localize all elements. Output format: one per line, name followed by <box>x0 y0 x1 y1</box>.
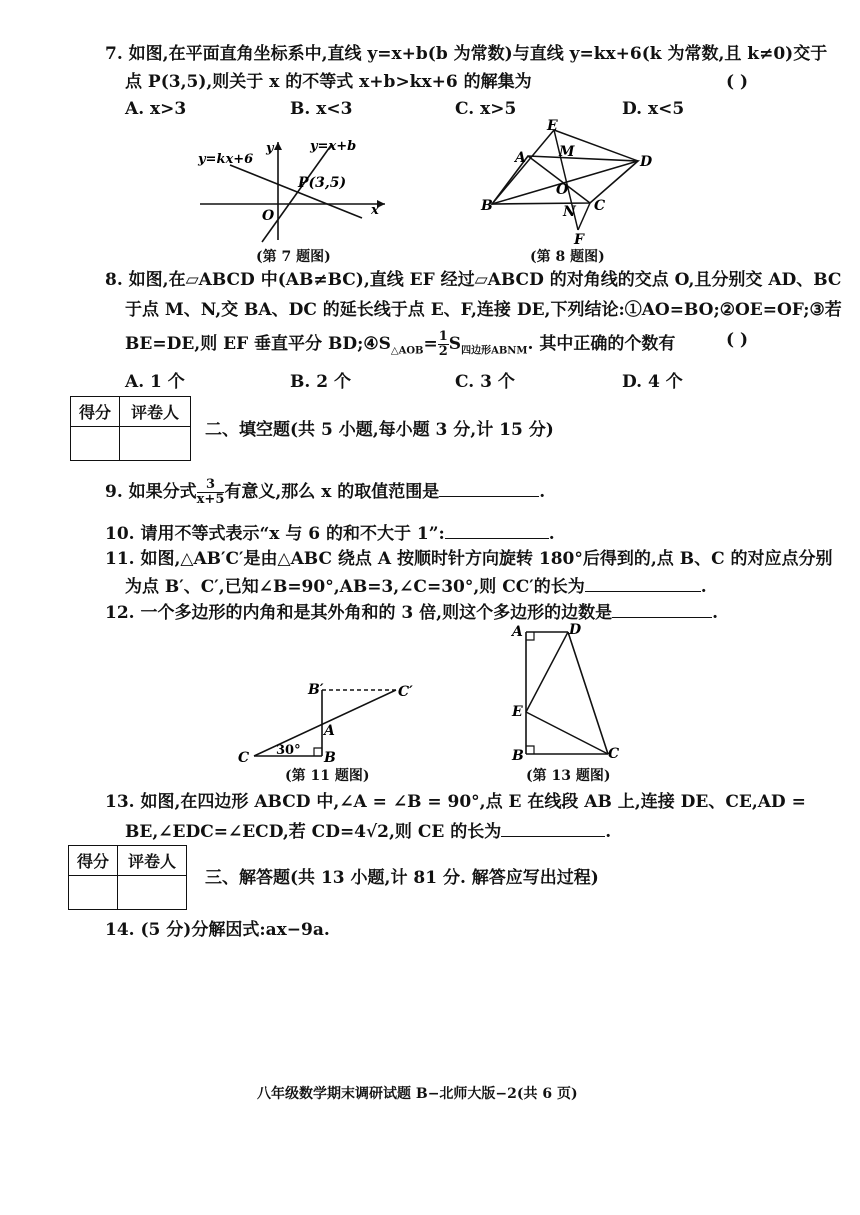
figure-7 <box>190 130 400 250</box>
q11-answer-blank[interactable] <box>585 575 701 592</box>
fig7-y-label: y <box>266 141 274 156</box>
fig11-point-b: B <box>324 750 336 766</box>
section2-grader-cell[interactable] <box>120 427 191 461</box>
q8-option-c: C. 3 个 <box>455 372 515 392</box>
q13-line1: 13. 如图,在四边形 ABCD 中,∠A = ∠B = 90°,点 E 在线段 AB 上,连接 DE、CE,AD = <box>105 792 806 812</box>
fig13-side-dc <box>568 632 608 754</box>
q7-option-d: D. x<5 <box>622 99 685 119</box>
q11-line2: 为点 B′、C′,已知∠B=90°,AB=3,∠C=30°,则 CC′的长为 . <box>125 577 707 597</box>
q8-option-a: A. 1 个 <box>125 372 185 392</box>
fig8-point-e: E <box>547 118 558 134</box>
figure-13-caption: (第 13 题图) <box>526 768 611 784</box>
page-footer: 八年级数学期末调研试题 B−北师大版−2(共 6 页) <box>257 1086 578 1102</box>
fig13-point-d: D <box>569 622 582 638</box>
q13-answer-blank[interactable] <box>501 820 605 837</box>
fig13-point-c: C <box>608 746 620 762</box>
section2-score-label: 得分 <box>71 397 120 427</box>
fig7-origin: O <box>262 208 275 224</box>
fig13-point-e: E <box>512 704 523 720</box>
fig7-label-xb: y=x+b <box>310 139 357 154</box>
fig13-right-angle-a <box>526 632 534 640</box>
q7-option-a: A. x>3 <box>125 99 187 119</box>
fig11-point-bp: B′ <box>308 682 324 698</box>
section3-title: 三、解答题(共 13 小题,计 81 分. 解答应写出过程) <box>205 868 599 888</box>
q12-answer-blank[interactable] <box>612 601 712 618</box>
q8-option-d: D. 4 个 <box>622 372 683 392</box>
fig13-right-angle-b <box>526 746 534 754</box>
figure-7-caption: (第 7 题图) <box>256 249 331 265</box>
fig13-point-b: B <box>512 748 524 764</box>
section2-score-box <box>70 396 191 461</box>
fig8-line-be <box>492 130 554 204</box>
q7-option-c: C. x>5 <box>455 99 517 119</box>
fig8-point-o: O <box>556 182 569 198</box>
section2-score-cell[interactable] <box>71 427 120 461</box>
q8-option-b: B. 2 个 <box>290 372 351 392</box>
fig8-line-cf <box>578 203 590 230</box>
fig7-y-arrow <box>274 142 282 150</box>
fig13-line-ed <box>526 632 568 712</box>
q7-line2: 点 P(3,5),则关于 x 的不等式 x+b>kx+6 的解集为 <box>125 72 532 92</box>
q12-line: 12. 一个多边形的内角和是其外角和的 3 倍,则这个多边形的边数是 . <box>105 603 718 623</box>
fig7-label-kx6: y=kx+6 <box>198 152 254 167</box>
q11-line1: 11. 如图,△AB′C′是由△ABC 绕点 A 按顺时针方向旋转 180°后得到的,点 B、C 的对应点分别 <box>105 549 833 569</box>
fig8-point-m: M <box>559 144 575 160</box>
fig11-point-a: A <box>324 723 335 739</box>
figure-8 <box>478 118 658 248</box>
fig7-x-label: x <box>371 203 379 218</box>
q13-line2: BE,∠EDC=∠ECD,若 CD=4√2,则 CE 的长为 . <box>125 822 612 842</box>
q8-line1: 8. 如图,在▱ABCD 中(AB≠BC),直线 EF 经过▱ABCD 的对角线的交点 O,且分别交 AD、BC <box>105 270 842 290</box>
figure-8-caption: (第 8 题图) <box>530 249 605 265</box>
fig8-point-c: C <box>594 198 606 214</box>
section3-grader-cell[interactable] <box>118 876 187 910</box>
section2-title: 二、填空题(共 5 小题,每小题 3 分,计 15 分) <box>205 420 554 440</box>
q7-answer-paren: ( ) <box>726 72 749 92</box>
section3-score-label: 得分 <box>69 846 118 876</box>
fig13-point-a: A <box>512 624 523 640</box>
q7-option-b: B. x<3 <box>290 99 353 119</box>
section3-score-box <box>68 845 187 910</box>
fig11-right-angle <box>314 748 322 756</box>
fig11-point-c: C <box>238 750 250 766</box>
q8-line3: BE=DE,则 EF 垂直平分 $BD;④S_{\triangle AOB}=$ $\frac{1}{2}$ $S_{四边形ABNM}$. 其中正确的个数有 <box>125 329 676 359</box>
q14-line: 14. (5 分)分解因式:ax−9a. <box>105 920 330 940</box>
q7-line1: 7. 如图,在平面直角坐标系中,直线 y=x+b(b 为常数)与直线 y=kx+6(k 为常数,且 k≠0)交于 <box>105 44 828 64</box>
figure-11 <box>232 672 422 772</box>
q8-answer-paren: ( ) <box>726 330 749 350</box>
section3-grader-label: 评卷人 <box>118 846 187 876</box>
section3-score-cell[interactable] <box>69 876 118 910</box>
fig8-point-b: B <box>481 198 493 214</box>
fig7-point-p: P(3,5) <box>298 175 347 191</box>
q10-line: 10. 请用不等式表示“x 与 6 的和不大于 1”: . <box>105 524 555 544</box>
fig11-angle-label: 30° <box>276 743 301 758</box>
q10-answer-blank[interactable] <box>445 522 549 539</box>
fig11-point-cp: C′ <box>398 684 413 700</box>
q9-line: 9. 如果分式 $\frac{3}{x+5}$ 有意义,那么 x 的取值范围是 . <box>105 477 546 507</box>
fig8-point-f: F <box>574 232 584 248</box>
fig7-line-xb <box>262 144 332 242</box>
fig8-point-d: D <box>640 154 653 170</box>
fig7-line-kx6 <box>230 165 362 218</box>
fig8-point-n: N <box>563 204 576 220</box>
figure-13 <box>508 620 628 768</box>
figure-11-caption: (第 11 题图) <box>285 768 370 784</box>
q9-answer-blank[interactable] <box>439 480 539 497</box>
fig8-point-a: A <box>515 150 526 166</box>
q8-line2: 于点 M、N,交 BA、DC 的延长线于点 E、F,连接 DE,下列结论:①AO=BO;②OE=OF;③若 <box>125 300 842 320</box>
section2-grader-label: 评卷人 <box>120 397 191 427</box>
